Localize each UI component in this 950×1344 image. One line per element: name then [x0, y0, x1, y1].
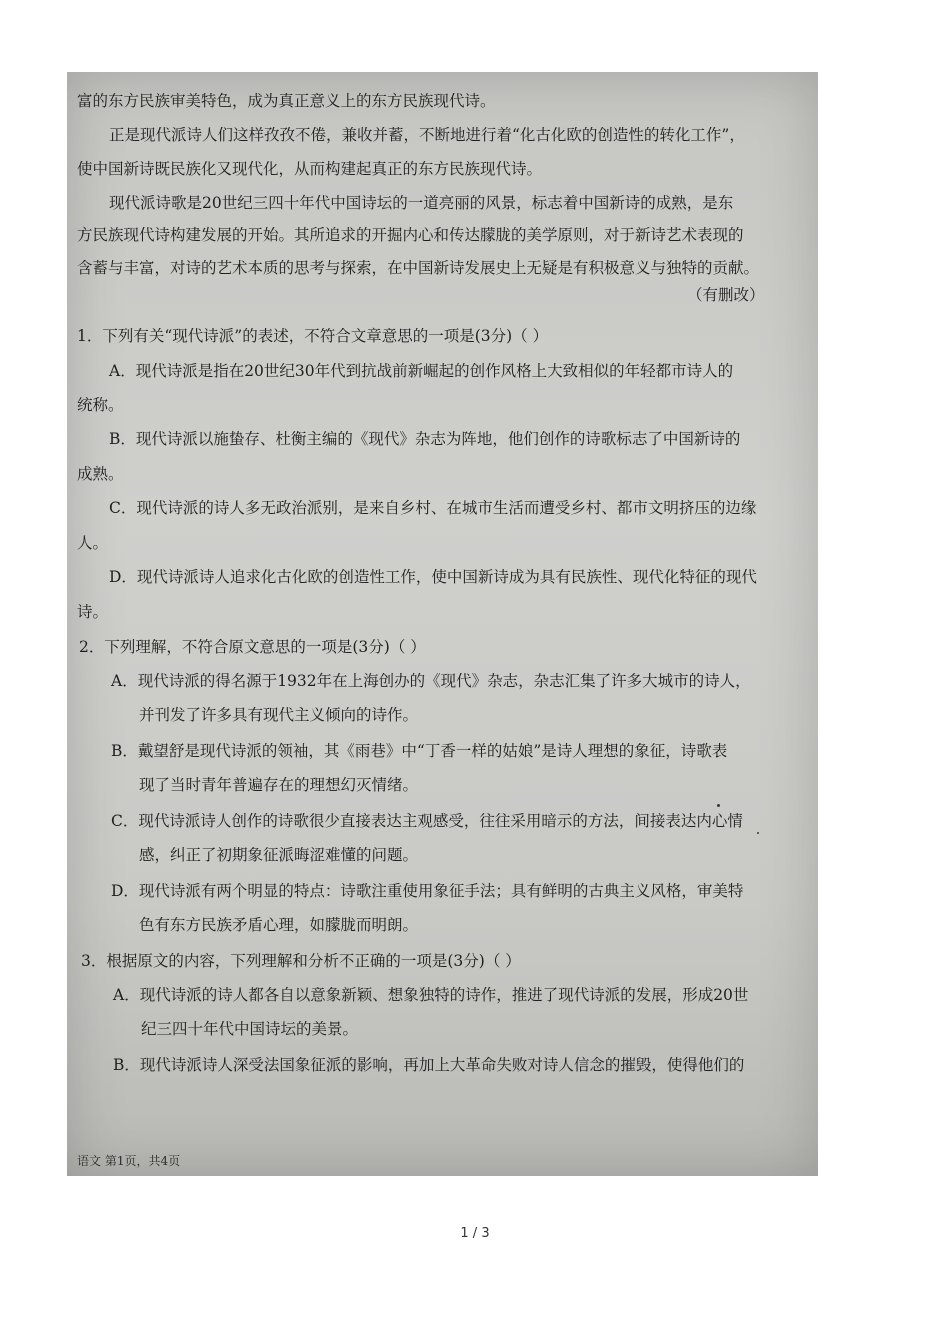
passage-line: 正是现代派诗人们这样孜孜不倦，兼收并蓄，不断地进行着“化古化欧的创造性的转化工作”，: [109, 126, 745, 144]
q1-option-d: D．现代诗派诗人追求化古化欧的创造性工作，使中国新诗成为具有民族性、现代化特征的现代: [109, 568, 757, 586]
q3-option-a-cont: 纪三四十年代中国诗坛的美景。: [141, 1020, 359, 1038]
q2-option-d-cont: 色有东方民族矛盾心理，如朦胧而明朗。: [139, 916, 419, 934]
question-2-stem: 2．下列理解，不符合原文意思的一项是(3分)（ ）: [79, 638, 426, 656]
q1-option-b: B．现代诗派以施蛰存、杜衡主编的《现代》杂志为阵地，他们创作的诗歌标志了中国新诗的: [109, 430, 741, 448]
passage-line: 方民族现代诗构建发展的开始。其所追求的开掘内心和传达朦胧的美学原则，对于新诗艺术表现的: [77, 226, 744, 244]
scan-speck: [717, 804, 720, 807]
q1-option-d-cont: 诗。: [77, 603, 109, 621]
q2-option-d: D．现代诗派有两个明显的特点：诗歌注重使用象征手法；具有鲜明的古典主义风格，审美特: [111, 882, 744, 900]
passage-line: 富的东方民族审美特色，成为真正意义上的东方民族现代诗。: [77, 92, 496, 110]
q2-option-b: B．戴望舒是现代诗派的领袖，其《雨巷》中“丁香一样的姑娘”是诗人理想的象征，诗歌表: [111, 742, 728, 760]
q1-option-a-cont: 统称。: [77, 396, 124, 414]
page-indicator: 1 / 3: [460, 1226, 490, 1241]
passage-line: 含蓄与丰富，对诗的艺术本质的思考与探索，在中国新诗发展史上无疑是有积极意义与独特的贡献。: [77, 259, 760, 277]
passage-line: 现代派诗歌是20世纪三四十年代中国诗坛的一道亮丽的风景，标志着中国新诗的成熟，是东: [109, 194, 734, 212]
passage-line: 使中国新诗既民族化又现代化，从而构建起真正的东方民族现代诗。: [77, 160, 543, 178]
q2-option-c-cont: 感，纠正了初期象征派晦涩难懂的问题。: [139, 846, 419, 864]
q3-option-b: B．现代诗派诗人深受法国象征派的影响，再加上大革命失败对诗人信念的摧毁，使得他们的: [113, 1056, 745, 1074]
q3-option-a: A．现代诗派的诗人都各自以意象新颖、想象独特的诗作，推进了现代诗派的发展，形成20世: [113, 986, 749, 1004]
page-footer: 语文 第1页，共4页: [77, 1154, 181, 1168]
source-note: （有删改）: [687, 286, 765, 304]
q2-option-a-cont: 并刊发了许多具有现代主义倾向的诗作。: [139, 706, 419, 724]
q1-option-a: A．现代诗派是指在20世纪30年代到抗战前新崛起的创作风格上大致相似的年轻都市诗人的: [109, 362, 734, 380]
scanned-exam-page: [67, 72, 818, 1176]
q2-option-c: C．现代诗派诗人创作的诗歌很少直接表达主观感受，往往采用暗示的方法，间接表达内心情: [111, 812, 743, 830]
question-3-stem: 3．根据原文的内容，下列理解和分析不正确的一项是(3分)（ ）: [81, 952, 521, 970]
q1-option-c-cont: 人。: [77, 534, 109, 552]
q2-option-b-cont: 现了当时青年普遍存在的理想幻灭情绪。: [139, 776, 419, 794]
question-1-stem: 1．下列有关“现代诗派”的表述，不符合文章意思的一项是(3分)（ ）: [77, 327, 549, 345]
q1-option-b-cont: 成熟。: [77, 465, 124, 483]
scan-speck: [757, 832, 759, 834]
q1-option-c: C．现代诗派的诗人多无政治派别，是来自乡村、在城市生活而遭受乡村、都市文明挤压的边缘: [109, 499, 757, 517]
q2-option-a: A．现代诗派的得名源于1932年在上海创办的《现代》杂志，杂志汇集了许多大城市的诗人，: [111, 672, 751, 690]
